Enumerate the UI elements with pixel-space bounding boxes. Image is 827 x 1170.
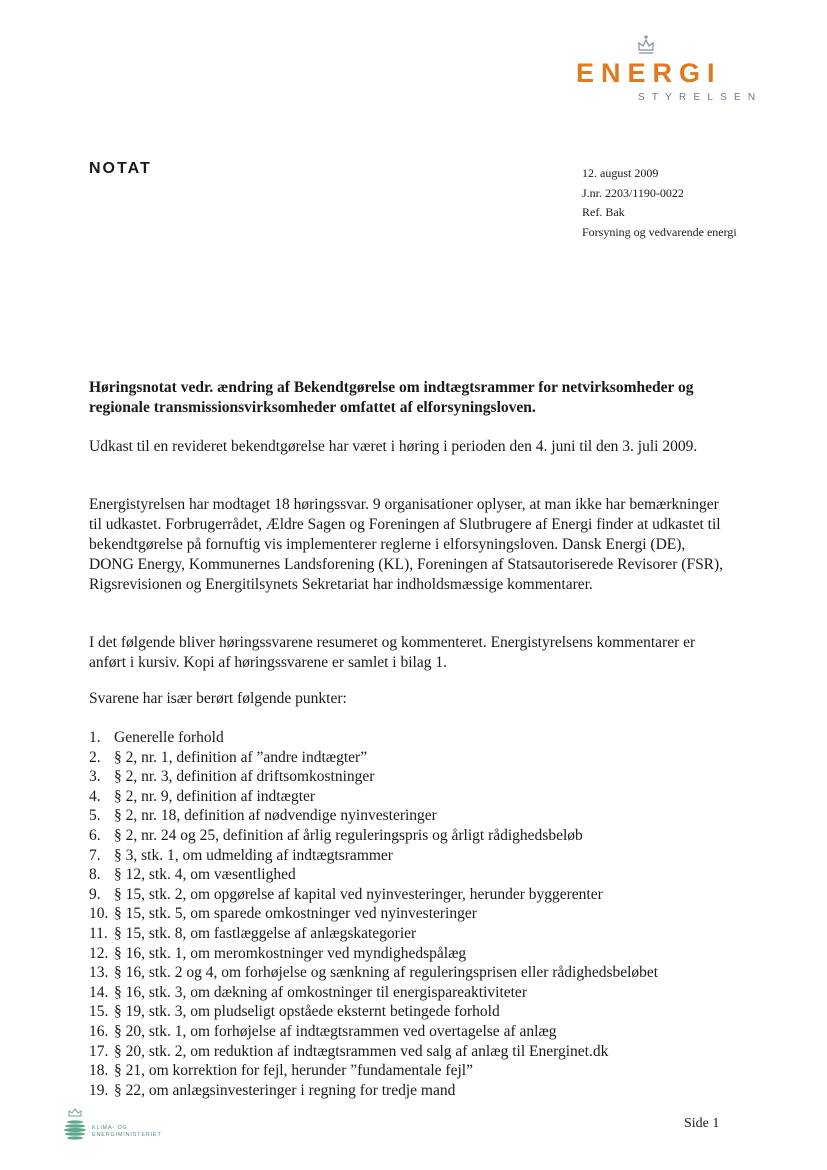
list-item — [89, 1081, 658, 1101]
list-item — [89, 787, 658, 807]
list-item-text: § 3, stk. 1, om udmelding af indtægtsrammer — [114, 846, 393, 864]
list-item-text: Generelle forhold — [114, 729, 224, 746]
list-item-number: 17. — [89, 1042, 109, 1060]
list-item-number: 8. — [89, 866, 101, 884]
list-item-text: § 15, stk. 8, om fastlæggelse af anlægskategorier — [114, 924, 417, 942]
list-item-number: 7. — [89, 846, 101, 864]
list-item-text: § 19, stk. 3, om pludseligt opståede eksternt betingede forhold — [114, 1003, 500, 1021]
list-item-text: § 22, om anlægsinvesteringer i regning for tredje mand — [114, 1081, 456, 1099]
document-type-title: NOTAT — [89, 160, 152, 177]
list-item-number: 19. — [89, 1081, 109, 1099]
logo-subtitle: STYRELSEN — [638, 92, 763, 103]
list-item — [89, 748, 658, 768]
list-item-text: § 15, stk. 2, om opgørelse af kapital ved nyinvesteringer, herunder byggerenter — [114, 885, 603, 903]
list-item-number: 12. — [89, 944, 109, 962]
list-item-text: § 20, stk. 2, om reduktion af indtægtsrammen ved salg af anlæg til Energinet.dk — [114, 1042, 609, 1060]
list-item-text: § 2, nr. 1, definition af ”andre indtægter” — [114, 748, 368, 766]
ministry-logo — [60, 1108, 180, 1148]
list-item — [89, 924, 658, 944]
meta-reference: Ref. Bak — [582, 205, 625, 219]
ministry-name-line2: ENERGIMINISTERIET — [92, 1132, 162, 1138]
list-item — [89, 1042, 658, 1062]
list-item-number: 2. — [89, 748, 101, 766]
meta-journal-number: J.nr. 2203/1190-0022 — [582, 185, 684, 200]
list-item — [89, 865, 658, 885]
list-item-number: 10. — [89, 905, 109, 923]
list-item — [89, 767, 658, 787]
list-item-number: 1. — [89, 729, 101, 746]
list-item — [89, 826, 658, 846]
list-item — [89, 983, 658, 1003]
list-item-text: § 12, stk. 4, om væsentlighed — [114, 866, 296, 884]
list-item — [89, 944, 658, 964]
document-meta — [582, 164, 737, 242]
list-item-number: 11. — [89, 924, 108, 942]
crown-icon — [636, 34, 656, 56]
list-item-text: § 20, stk. 1, om forhøjelse af indtægtsrammen ved overtagelse af anlæg — [114, 1022, 557, 1040]
list-item — [89, 963, 658, 983]
list-item-text: § 2, nr. 3, definition af driftsomkostninger — [114, 768, 375, 786]
list-item-number: 5. — [89, 807, 101, 825]
ministry-name-line1: KLIMA- OG — [92, 1125, 128, 1131]
list-item — [89, 728, 658, 748]
paragraph-summary-note: I det følgende bliver høringssvarene resumeret og kommenteret. Energistyrelsens kommentarer er anført i kursiv. Kopi af høringssvarene er samlet i bilag 1. — [89, 634, 696, 671]
paragraph-responses: Energistyrelsen har modtaget 18 høringssvar. 9 organisationer oplyser, at man ikke har bemærkninger til udkastet. Forbrugerrådet, Ældre Sagen og Foreningen af Slutbrugere af Energi finder at udkastet til bekendtgørelse på fornuftig vis implementerer reglerne i elforsyningsloven. Dansk Energi (DE), DONG Energy, Kommunernes Landsforening (KL), Foreningen af Statsautoriserede Revisorer (FSR), Rigsrevisionen og Energitilsynets Sekretariat har indholdsmæssige kommentarer. — [89, 496, 724, 593]
meta-department: Forsyning og vedvarende energi — [582, 224, 737, 239]
list-item-number: 9. — [89, 885, 101, 903]
list-item — [89, 846, 658, 866]
list-item-number: 18. — [89, 1062, 109, 1080]
list-item-text: § 2, nr. 24 og 25, definition af årlig reguleringspris og årligt rådighedsbeløb — [114, 826, 583, 844]
list-item-text: § 16, stk. 1, om meromkostninger ved myndighedspålæg — [114, 944, 467, 962]
list-item-text: § 2, nr. 18, definition af nødvendige nyinvesteringer — [114, 807, 437, 825]
topic-list — [89, 728, 658, 1100]
list-item-text: § 16, stk. 3, om dækning af omkostninger til energispareaktiviteter — [114, 983, 527, 1001]
list-item-number: 16. — [89, 1022, 109, 1040]
list-item-number: 15. — [89, 1003, 109, 1021]
list-item-number: 13. — [89, 964, 109, 982]
list-item-text: § 21, om korrektion for fejl, herunder ”fundamentale fejl” — [114, 1062, 473, 1080]
document-heading: Høringsnotat vedr. ændring af Bekendtgørelse om indtægtsrammer for netvirksomheder og regionale transmissionsvirksomheder omfattet af elforsyningsloven. — [89, 379, 694, 416]
list-item-text: § 15, stk. 5, om sparede omkostninger ved nyinvesteringer — [114, 905, 477, 923]
list-item — [89, 885, 658, 905]
list-item-number: 14. — [89, 983, 109, 1001]
paragraph-hearing-period: Udkast til en revideret bekendtgørelse har været i høring i perioden den 4. juni til den 3. juli 2009. — [89, 438, 698, 455]
list-item — [89, 1061, 658, 1081]
list-item-number: 6. — [89, 826, 101, 844]
list-item — [89, 806, 658, 826]
list-item-number: 3. — [89, 768, 101, 786]
list-item-number: 4. — [89, 787, 101, 805]
list-item — [89, 904, 658, 924]
list-item — [89, 1022, 658, 1042]
page-number: Side 1 — [684, 1116, 720, 1131]
ministry-emblem-icon — [60, 1108, 90, 1148]
list-item-text: § 16, stk. 2 og 4, om forhøjelse og sænkning af reguleringsprisen eller rådighedsbeløbet — [114, 964, 659, 982]
ministry-name — [92, 1125, 162, 1139]
list-item — [89, 1002, 658, 1022]
meta-date: 12. august 2009 — [582, 166, 659, 180]
energistyrelsen-logo — [576, 34, 816, 104]
logo-wordmark: ENERGI — [576, 58, 722, 88]
paragraph-list-intro: Svarene har især berørt følgende punkter: — [89, 690, 347, 707]
list-item-text: § 2, nr. 9, definition af indtægter — [114, 787, 316, 805]
